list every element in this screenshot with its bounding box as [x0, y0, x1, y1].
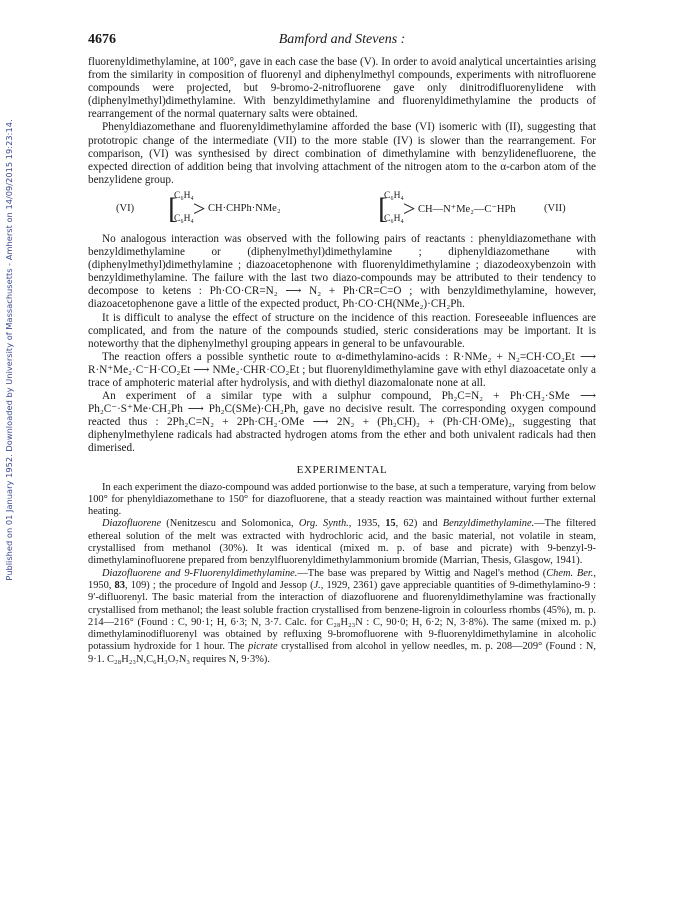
- paragraph-1: fluorenyldimethylamine, at 100°, gave in each case the base (V). In order to avoid analytical uncertainties arising from the similarity in composition of fluorenyl and diphenylmethyl compounds, experiments with nitrofluorene compounds were projected, but 9-bromo-2-nitrofluorene gave only dinitrodifluorenylidene with (diphenylmethyl)dimethylamine. With benzyldimethylamine and fluorenyldimethylamine the products of rearrangement of the normal quaternary salts were obtained.: [88, 56, 596, 121]
- citation-journal: Org. Synth.: [298, 518, 349, 530]
- running-title: Bamford and Stevens :: [278, 32, 406, 47]
- formula-vi-bottom-ring: C₆H₄: [174, 213, 194, 224]
- citation-volume: 83: [114, 579, 125, 591]
- picrate-term: picrate: [248, 641, 278, 653]
- paragraph-3: No analogous interaction was observed with the following pairs of reactants : phenyldiazomethane with benzyldimethylamine or (diphenylmethyl)dimethylamine ; diphenyldiazomethane with (diphenylmethyl)dimethylamine ; diazoacetophenone with fluorenyldimethylamine ; diazodeoxybenzoin with benzyldimethylamine. The failure with the last two diazo-compounds may be attributed to their tendency to decompose to ketens : Ph·CO·CR=N₂ ⟶ N₂ + Ph·CR=C=O ; with benzyldimethylamine, however, diazoacetophenone gave a little of the expected product, Ph·CO·CH(NMe₂)·CH₂Ph.: [88, 232, 596, 311]
- download-watermark-text: Published on 01 January 1952. Downloaded by University of Massachusetts - Amherst on 14/09/2015 19:23:14.: [4, 119, 14, 581]
- formula-vi-left-bracket: [: [168, 191, 178, 225]
- formula-vi-right-bracket: >: [193, 195, 206, 221]
- paragraph-7: In each experiment the diazo-compound was added portionwise to the base, at such a temperature, varying from below 100° for phenyldiazomethane to 150° for diazofluorene, that a steady reaction was maintained without further external heating.: [88, 481, 596, 518]
- paragraph-9: Diazofluorene and 9-Fluorenyldimethylamine.—The base was prepared by Wittig and Nagel's method (Chem. Ber., 1950, 83, 109) ; the procedure of Ingold and Jessop (J., 1929, 2361) gave appreciable quantities of 9-dimethylamino-9 : 9′-difluorenyl. The basic material from the interaction of diazofluorene and fluorenyldimethylamine was fractionally crystallised from methanol; the least soluble fraction crystallised from benzene-ligroin in colourless rhombs (45%), m. p. 214—216° (Found : C, 90·1; H, 6·3; N, 3·7. Calc. for C₂₈H₂₃N : C, 90·0; H, 6·2; N, 3·8%). The same (mixed m. p.) dimethylaminodifluorenyl was obtained by refluxing 9-bromofluorene with 9-fluorenyldimethylamine in alcoholic potassium hydroxide for 1 hour. The picrate crystallised from alcohol in yellow needles, m. p. 208—209° (Found : N, 9·1. C₂₈H₂₃N,C₆H₃O₇N₃ requires N, 9·3%).: [88, 567, 596, 665]
- paragraph-5: The reaction offers a possible synthetic route to α-dimethylamino-acids : R·NMe₂ + N₂=CH·CO₂Et ⟶ R·N⁺Me₂·C⁻H·CO₂Et ⟶ NMe₂·CHR·CO₂Et ; but fluorenyldimethylamine gave with ethyl diazoacetate only a trace of amphoteric material after hydrolysis, and with diethyl diazomalonate none at all.: [88, 350, 596, 389]
- formula-vi-label: (VI): [116, 202, 135, 214]
- formula-vii-left-bracket: [: [378, 191, 388, 225]
- formula-vii-bottom-ring: C₆H₄: [384, 213, 404, 224]
- structural-formulae: [88, 191, 596, 229]
- citation-journal: J.: [313, 579, 321, 591]
- download-watermark: [2, 70, 16, 630]
- subsection-title-fluorenyldimethylamine: Diazofluorene and 9-Fluorenyldimethylamine.: [102, 567, 298, 579]
- formula-vii-chain: CH—N⁺Me₂—C⁻HPh: [418, 203, 516, 215]
- article-body: [88, 56, 596, 666]
- page-number: 4676: [88, 32, 116, 47]
- paragraph-8: Diazofluorene (Nenitzescu and Solomonica, Org. Synth., 1935, 15, 62) and Benzyldimethylamine.—The filtered ethereal solution of the melt was extracted with hydrochloric acid, and the basic material, not volatile in steam, crystallised from methanol (30%). It was identical (mixed m. p. of base and picrate) with 9-benzyl-9-dimethylaminofluorene prepared from benzylfluorenyldimethylammonium bromide (Marrian, Thesis, Glasgow, 1941).: [88, 518, 596, 567]
- formula-vi-top-ring: C₆H₄: [174, 190, 194, 201]
- citation-journal: Chem. Ber.: [546, 567, 594, 579]
- journal-page: [88, 30, 596, 666]
- paragraph-2: Phenyldiazomethane and fluorenyldimethylamine afforded the base (VI) isomeric with (II), suggesting that prototropic change of the intermediate (VII) to the more stable (IV) is slower than the rearrangement. For comparison, (VI) was synthesised by direct combination of dimethylamine with benzylidenefluorene, the expected direction of addition being that involving attachment of the nitrogen atom to the α-carbon atom of the benzylidene group.: [88, 121, 596, 186]
- page-header: [88, 30, 596, 52]
- citation-volume: 15: [385, 518, 396, 530]
- paragraph-6: An experiment of a similar type with a sulphur compound, Ph₂C=N₂ + Ph·CH₂·SMe ⟶ Ph₂C⁻·S⁺Me·CH₂Ph ⟶ Ph₂C(SMe)·CH₂Ph, gave no decisive result. The corresponding oxygen compound reacted thus : 2Ph₂C=N₂ + 2Ph·CH₂·OMe ⟶ 2N₂ + (Ph₂CH)₂ + (Ph·CH·OMe)₂, suggesting that diphenylmethylene radicals had abstracted hydrogen atoms from the ether and both univalent radicals had then dimerised.: [88, 390, 596, 455]
- formula-vii-label: (VII): [544, 202, 566, 214]
- formula-vi-chain: CH·CHPh·NMe₂: [208, 202, 281, 214]
- subsection-title-diazofluorene: Diazofluorene: [102, 518, 162, 530]
- section-heading: EXPERIMENTAL: [296, 463, 388, 476]
- paragraph-4: It is difficult to analyse the effect of structure on the incidence of this reaction. Foreseeable influences are complicated, and from the nature of the compounds studied, steric considerations may be important. It is noteworthy that the diphenylmethyl grouping appears in general to be unfavourable.: [88, 311, 596, 350]
- formula-vii-right-bracket: >: [403, 195, 416, 221]
- subsection-title-benzyldimethylamine: Benzyldimethylamine.: [442, 518, 535, 530]
- formula-vii-top-ring: C₆H₄: [384, 190, 404, 201]
